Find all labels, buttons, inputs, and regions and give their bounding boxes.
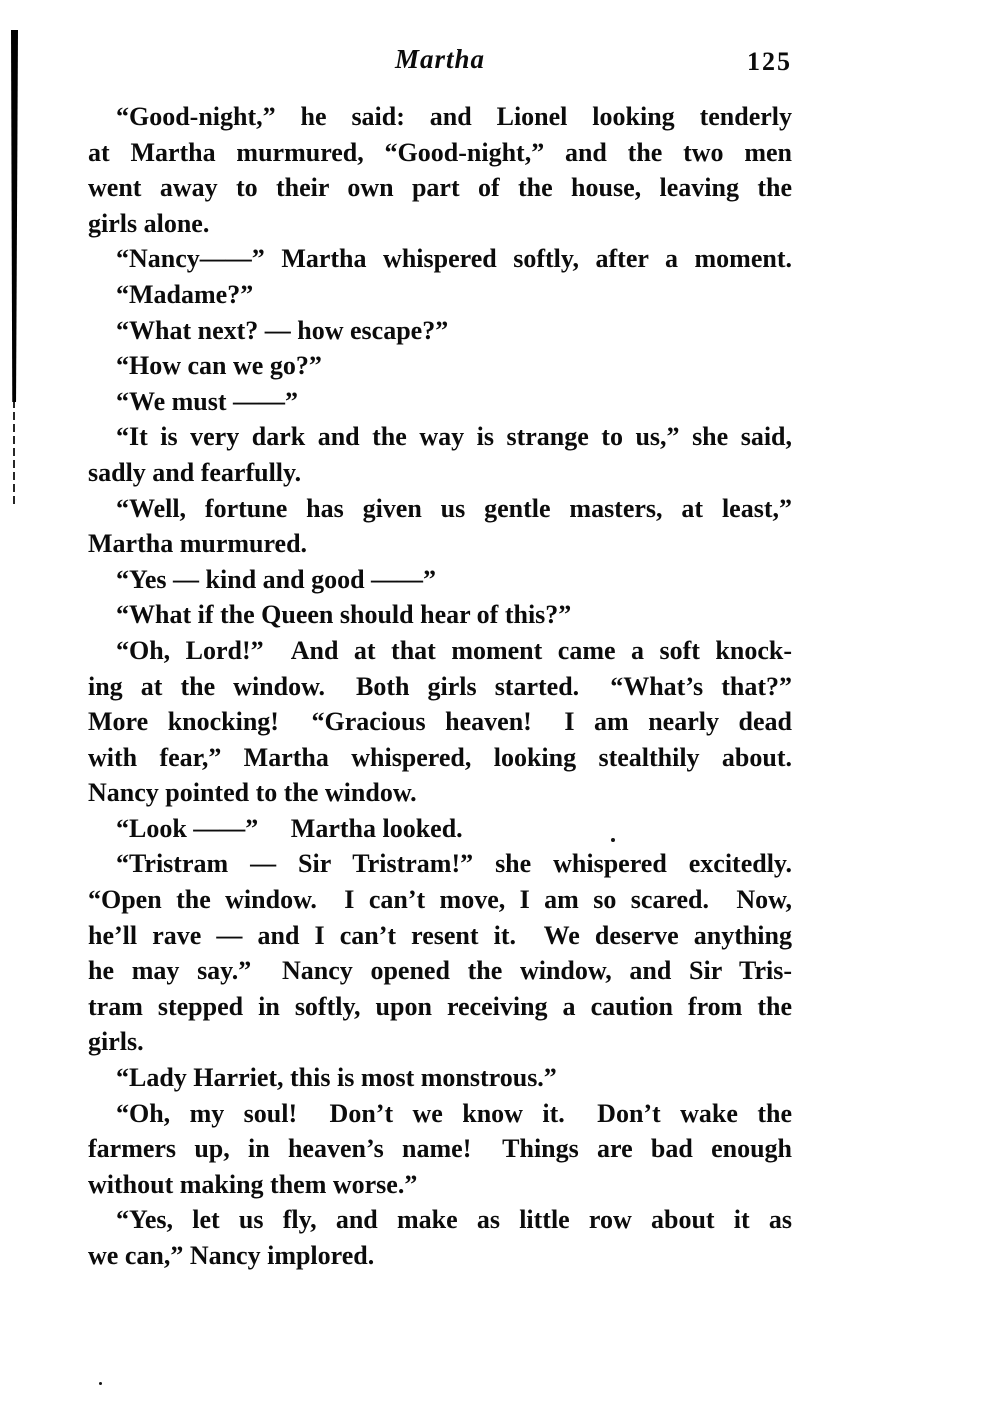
text-line: girls. bbox=[88, 1027, 144, 1057]
binding-shadow-tail bbox=[13, 400, 15, 508]
text-line: “How can we go?” bbox=[116, 351, 322, 381]
text-line: “We must ——” bbox=[116, 386, 298, 416]
text-line: “Yes, let us fly, and make as little row about it as bbox=[116, 1205, 792, 1235]
text-line: More knocking! “Gracious heaven! I am nearly dead bbox=[88, 707, 792, 737]
text-line: “Lady Harriet, this is most monstrous.” bbox=[116, 1063, 557, 1093]
text-line: “Open the window. I can’t move, I am so scared. Now, bbox=[88, 885, 792, 915]
text-line: “What if the Queen should hear of this?” bbox=[116, 600, 572, 630]
text-line: he’ll rave — and I can’t resent it. We deserve anything bbox=[88, 920, 792, 950]
text-line: “What next? — how escape?” bbox=[116, 315, 449, 345]
scan-speck bbox=[99, 1382, 102, 1385]
text-line: “It is very dark and the way is strange to us,” she said, bbox=[116, 422, 792, 452]
text-line: at Martha murmured, “Good-night,” and the two men bbox=[88, 137, 792, 167]
text-line: “Well, fortune has given us gentle masters, at least,” bbox=[116, 493, 792, 523]
text-line: we can,” Nancy implored. bbox=[88, 1241, 375, 1270]
text-line: “Madame?” bbox=[116, 279, 254, 309]
text-line: he may say.” Nancy opened the window, and Sir Tris- bbox=[88, 956, 792, 986]
text-line: girls alone. bbox=[88, 208, 210, 238]
text-line: ing at the window. Both girls started. “What’s that?” bbox=[88, 671, 792, 701]
scan-speck bbox=[611, 838, 615, 842]
text-line: “Tristram — Sir Tristram!” she whispered excitedly. bbox=[116, 849, 792, 879]
running-header bbox=[88, 44, 792, 86]
body-text bbox=[88, 99, 792, 1274]
binding-shadow-bar bbox=[11, 30, 18, 402]
text-line: tram stepped in softly, upon receiving a caution from the bbox=[88, 991, 792, 1021]
text-line: with fear,” Martha whispered, looking stealthily about. bbox=[88, 742, 792, 772]
text-line: Martha murmured. bbox=[88, 529, 308, 559]
text-line: “Good-night,” he said: and Lionel looking tenderly bbox=[116, 102, 792, 131]
text-line: Nancy pointed to the window. bbox=[88, 778, 417, 808]
running-header-title: Martha bbox=[394, 44, 486, 74]
text-line: “Look ——” Martha looked. bbox=[116, 813, 463, 843]
text-line: “Yes — kind and good ——” bbox=[116, 564, 437, 594]
text-line: went away to their own part of the house, leaving the bbox=[88, 173, 792, 203]
text-line: “Oh, my soul! Don’t we know it. Don’t wake the bbox=[116, 1098, 792, 1128]
text-line: “Nancy——” Martha whispered softly, after a moment. bbox=[116, 244, 792, 274]
page-number: 125 bbox=[747, 47, 792, 76]
text-line: farmers up, in heaven’s name! Things are bad enough bbox=[88, 1134, 792, 1164]
text-line: sadly and fearfully. bbox=[88, 457, 302, 487]
text-line: “Oh, Lord!” And at that moment came a soft knock- bbox=[116, 635, 792, 665]
text-line: without making them worse.” bbox=[88, 1169, 418, 1199]
